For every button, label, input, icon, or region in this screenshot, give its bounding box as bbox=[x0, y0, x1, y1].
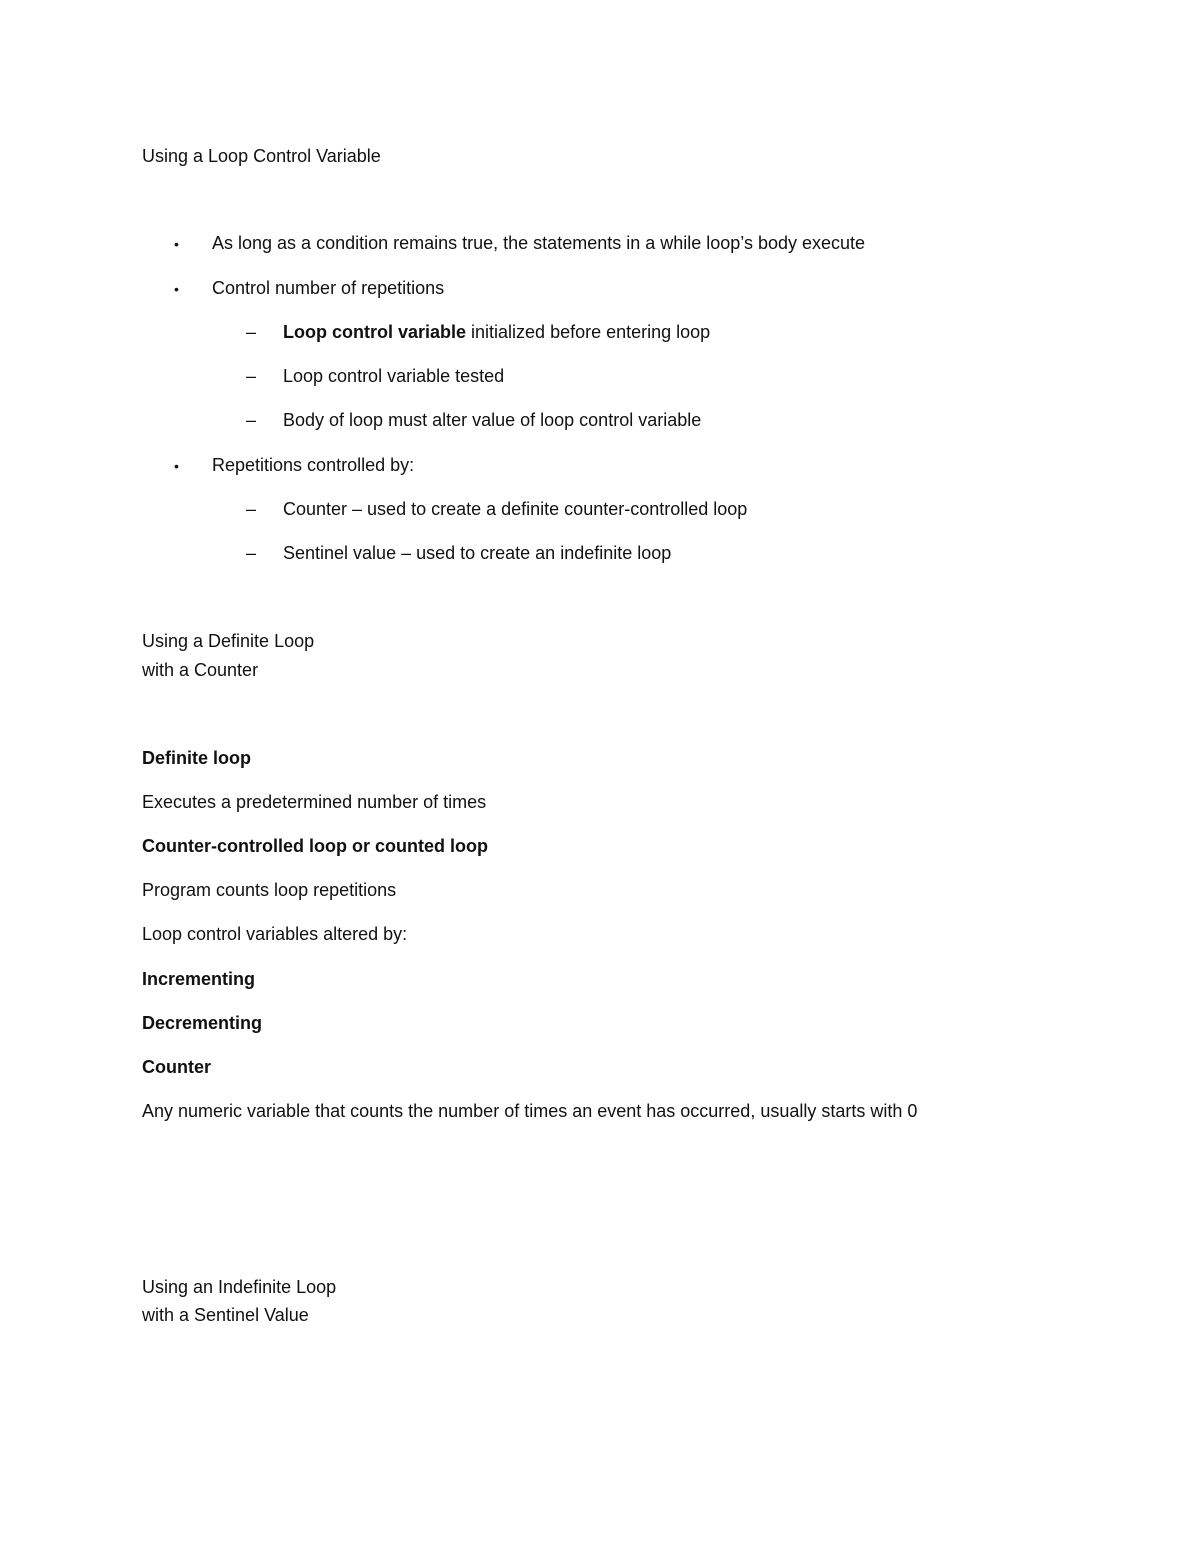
term-incrementing: Incrementing bbox=[142, 969, 256, 989]
definition-predetermined: Executes a predetermined number of times bbox=[142, 792, 487, 812]
sub-item-sentinel: Sentinel value – used to create an indefinite loop bbox=[283, 543, 672, 563]
term-counter-controlled-loop: Counter-controlled loop or counted loop bbox=[142, 836, 488, 856]
bullet-item-control-repetitions: Control number of repetitions bbox=[212, 278, 445, 298]
bullet-icon: • bbox=[174, 236, 179, 252]
definition-altered-by: Loop control variables altered by: bbox=[142, 924, 408, 944]
bullet-item-repetitions-controlled: Repetitions controlled by: bbox=[212, 455, 415, 475]
section-title-indefinite-loop-line2: with a Sentinel Value bbox=[142, 1305, 309, 1325]
section-title-definite-loop-line2: with a Counter bbox=[142, 660, 259, 680]
bullet-icon: • bbox=[174, 458, 179, 474]
dash-icon: – bbox=[246, 322, 257, 342]
bullet-icon: • bbox=[174, 281, 179, 297]
section-title-definite-loop-line1: Using a Definite Loop bbox=[142, 631, 315, 651]
definition-program-counts: Program counts loop repetitions bbox=[142, 880, 397, 900]
dash-icon: – bbox=[246, 410, 257, 430]
section-title-indefinite-loop-line1: Using an Indefinite Loop bbox=[142, 1277, 337, 1297]
term-definite-loop: Definite loop bbox=[142, 748, 251, 768]
dash-icon: – bbox=[246, 366, 257, 386]
term-decrementing: Decrementing bbox=[142, 1013, 263, 1033]
sub-item-alter-value: Body of loop must alter value of loop control variable bbox=[283, 410, 702, 430]
sub-item-initialized bbox=[283, 320, 710, 344]
definition-counter: Any numeric variable that counts the number of times an event has occurred, usually starts with 0 bbox=[142, 1101, 918, 1121]
dash-icon: – bbox=[246, 543, 257, 563]
sub-item-initialized-rest: initialized before entering loop bbox=[466, 322, 711, 342]
section-title-loop-control-variable: Using a Loop Control Variable bbox=[142, 146, 381, 166]
term-counter: Counter bbox=[142, 1057, 211, 1077]
bullet-item-condition: As long as a condition remains true, the statements in a while loop’s body execute bbox=[212, 233, 866, 253]
dash-icon: – bbox=[246, 499, 257, 519]
sub-item-initialized-bold: Loop control variable bbox=[283, 322, 467, 342]
sub-item-tested: Loop control variable tested bbox=[283, 366, 505, 386]
sub-item-counter: Counter – used to create a definite counter-controlled loop bbox=[283, 499, 748, 519]
